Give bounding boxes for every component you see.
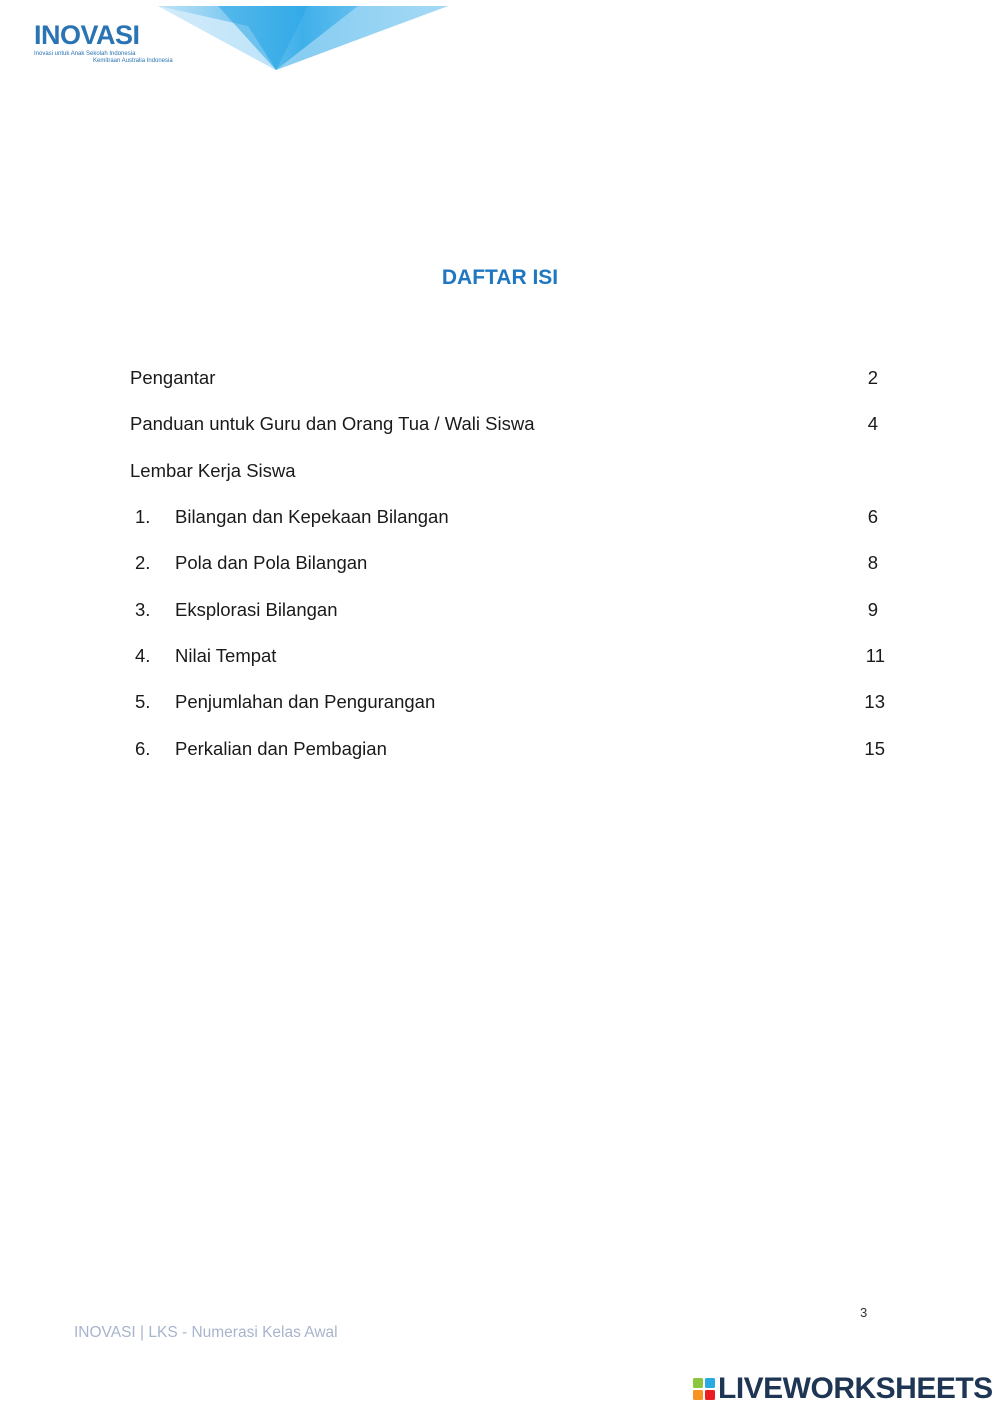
toc-chapter-number: 3. — [135, 599, 151, 620]
logo-tagline: Inovasi untuk Anak Sekolah Indonesia — [34, 51, 136, 57]
toc-entry-page: 2 — [867, 367, 878, 388]
liveworksheets-watermark: LIVEWORKSHEETS — [718, 1372, 993, 1405]
page-number: 3 — [860, 1305, 868, 1320]
toc-entry — [130, 366, 885, 390]
toc-chapter-page: 8 — [867, 552, 878, 573]
toc-entry-label: Lembar Kerja Siswa — [130, 460, 296, 481]
toc-chapter-page: 13 — [864, 691, 885, 712]
toc-chapter-label: Nilai Tempat — [175, 645, 277, 666]
toc-chapter-number: 6. — [135, 738, 151, 759]
toc-chapter-label: Penjumlahan dan Pengurangan — [175, 691, 436, 712]
toc-chapter-number: 2. — [135, 552, 151, 573]
page-title: DAFTAR ISI — [441, 266, 559, 289]
toc-entry — [130, 459, 885, 483]
toc-chapter-page: 11 — [865, 645, 885, 666]
toc-chapter-label: Bilangan dan Kepekaan Bilangan — [175, 506, 449, 527]
toc-chapter-label: Pola dan Pola Bilangan — [175, 552, 368, 573]
inovasi-logo — [30, 20, 173, 68]
toc-chapter-entry — [130, 644, 885, 668]
toc-chapter-number: 1. — [135, 506, 151, 527]
toc-chapter-page: 6 — [867, 506, 878, 527]
logo-partner: Kemitraan Australia Indonesia — [93, 58, 173, 64]
toc-entry — [130, 412, 885, 436]
toc-chapter-entry — [130, 551, 885, 575]
toc-chapter-page: 9 — [867, 599, 878, 620]
logo-wordmark: INOVASI — [34, 20, 140, 50]
toc-chapter-entry — [130, 505, 885, 529]
toc-chapter-entry — [130, 690, 885, 714]
toc-chapter-number: 4. — [135, 645, 151, 666]
toc-entry-page: 4 — [867, 413, 878, 434]
toc-chapter-entry — [130, 737, 885, 761]
header-banner-graphic — [158, 6, 448, 72]
page-footer: INOVASI | LKS - Numerasi Kelas Awal — [74, 1324, 338, 1341]
liveworksheets-logo-icon — [693, 1378, 715, 1400]
toc-entry-label: Pengantar — [130, 367, 216, 388]
toc-entry-label: Panduan untuk Guru dan Orang Tua / Wali Siswa — [130, 413, 535, 434]
toc-chapter-page: 15 — [864, 738, 885, 759]
toc-chapter-label: Perkalian dan Pembagian — [175, 738, 387, 759]
toc-chapter-entry — [130, 598, 885, 622]
toc-chapter-label: Eksplorasi Bilangan — [175, 599, 338, 620]
toc-chapter-number: 5. — [135, 691, 151, 712]
